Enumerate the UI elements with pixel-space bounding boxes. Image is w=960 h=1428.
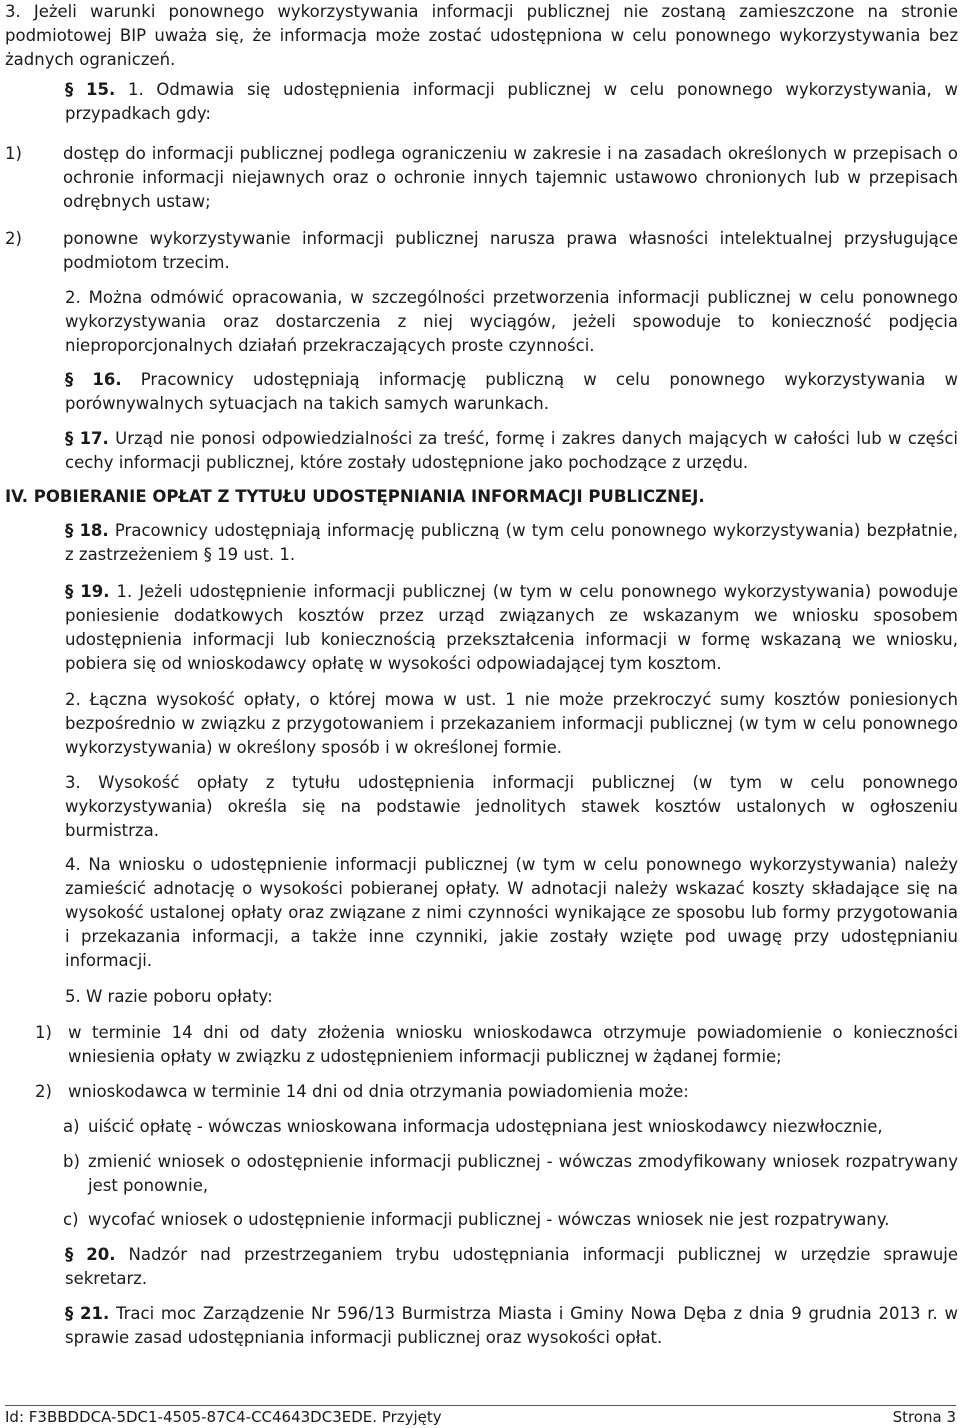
section-19-list-item-1 <box>35 1021 958 1069</box>
section-symbol: § <box>65 582 74 601</box>
section-15-paragraph-2: 2. Można odmówić opracowania, w szczególności przetworzenia informacji publicznej w celu ponownego wykorzystywania oraz dostarczenia z niej wyciągów, jeżeli spowoduje to konieczność podjęcia nieproporcjonalnych działań przekraczających proste czynności. <box>65 288 958 355</box>
section-19-paragraph-3: 3. Wysokość opłaty z tytułu udostępnienia informacji publicznej (w tym w celu ponownego wykorzystywania) określa się na podstawie jednolitych stawek kosztów ustalonych w ogłoszeniu burmistrza. <box>65 773 958 840</box>
section-symbol: § <box>65 521 74 540</box>
list-item <box>5 142 958 214</box>
section-text: 1. Jeżeli udostępnienie informacji publicznej (w tym w celu ponownego wykorzystywania) powoduje poniesienie dodatkowych kosztów przez urząd związanych ze wskazanym we wniosku sposobem udostępnienia informacji lub koniecznością przekształcenia informacji w formę wskazaną we wniosku, pobiera się od wnioskodawcy opłatę w wysokości odpowiadającej tym kosztom. <box>65 582 958 673</box>
section-number: 16. <box>92 370 122 389</box>
section-19 <box>5 580 958 676</box>
list-number: 2) <box>35 1082 52 1101</box>
section-number: 15. <box>85 80 116 99</box>
section-17 <box>5 427 958 475</box>
list-text: wycofać wniosek o udostępnienie informacji publicznej - wówczas wniosek nie jest rozpatrywany. <box>88 1210 890 1229</box>
sub-item-a <box>63 1115 958 1139</box>
section-symbol: § <box>65 80 74 99</box>
section-text: Nadzór nad przestrzeganiem trybu udostępniania informacji publicznej w urzędzie sprawuje sekretarz. <box>65 1245 959 1288</box>
section-19-paragraph-2: 2. Łączna wysokość opłaty, o której mowa w ust. 1 nie może przekroczyć sumy kosztów poniesionych bezpośrednio w związku z przygotowaniem i przekazaniem informacji publicznej (w tym w celu ponownego wykorzystywania) w określony sposób i w określonej formie. <box>65 690 958 757</box>
section-text: Traci moc Zarządzenie Nr 596/13 Burmistrza Miasta i Gminy Nowa Dęba z dnia 9 grudnia 2013 r. w sprawie zasad udostępniania informacji publicznej oraz wysokości opłat. <box>65 1304 958 1347</box>
section-19-list-item-2 <box>35 1080 958 1104</box>
section-16 <box>5 368 958 416</box>
section-15-list <box>5 142 958 214</box>
section-symbol: § <box>65 1245 74 1264</box>
list-item <box>35 1080 958 1104</box>
section-number: 18. <box>79 521 109 540</box>
section-text: Pracownicy udostępniają informację publiczną w celu ponownego wykorzystywania w porównywalnych sytuacjach na takich samych warunkach. <box>65 370 958 413</box>
section-19-paragraph-4: 4. Na wniosku o udostępnienie informacji publicznej (w tym w celu ponownego wykorzystywania) należy zamieścić adnotację o wysokości pobieranej opłaty. W adnotacji należy wskazać koszty składające się na wysokość ustalonej opłaty oraz związane z nimi czynności wynikające ze sposobu lub formy przygotowania i przekazania informacji, a także inne czynniki, jakie zostały wzięte pod uwagę przy udostępnianiu informacji. <box>65 855 958 970</box>
document-id: Id: F3BBDDCA-5DC1-4505-87C4-CC4643DC3EDE. Przyjęty <box>5 1408 442 1426</box>
section-text: 1. Odmawia się udostępnienia informacji publicznej w celu ponownego wykorzystywania, w przypadkach gdy: <box>65 80 958 123</box>
section-15-list-2 <box>5 227 958 275</box>
section-symbol: § <box>65 429 74 448</box>
section-number: 21. <box>79 1304 110 1323</box>
sub-item-c <box>63 1208 958 1232</box>
list-item <box>63 1208 958 1232</box>
list-item <box>63 1115 958 1139</box>
sub-item-b <box>63 1150 958 1198</box>
list-text: wnioskodawca w terminie 14 dni od dnia otrzymania powiadomienia może: <box>68 1082 689 1101</box>
section-20 <box>5 1243 958 1291</box>
paragraph-14-3: 3. Jeżeli warunki ponownego wykorzystywania informacji publicznej nie zostaną zamieszczone na stronie podmiotowej BIP uważa się, że informacja może zostać udostępniona w celu ponownego wykorzystywania bez żadnych ograniczeń. <box>5 2 958 69</box>
list-number: 1) <box>5 144 22 163</box>
list-item <box>5 227 958 275</box>
list-item <box>63 1150 958 1198</box>
page-number: Strona 3 <box>892 1408 956 1426</box>
section-symbol: § <box>65 370 74 389</box>
list-item <box>35 1021 958 1069</box>
list-letter: a) <box>63 1117 80 1136</box>
list-text: w terminie 14 dni od daty złożenia wniosku wnioskodawca otrzymuje powiadomienie o konieczności wniesienia opłaty w związku z udostępnieniem informacji publicznej w żądanej formie; <box>68 1023 958 1066</box>
section-15 <box>5 78 958 126</box>
section-symbol: § <box>65 1304 74 1323</box>
list-text: dostęp do informacji publicznej podlega ograniczeniu w zakresie i na zasadach określonych w przepisach o ochronie informacji niejawnych oraz o ochronie innych tajemnic ustawowo chronionych lub w przepisach odrębnych ustaw; <box>63 144 958 211</box>
section-18 <box>5 519 958 567</box>
list-text: uiścić opłatę - wówczas wnioskowana informacja udostępniana jest wnioskodawcy niezwłocznie, <box>88 1117 883 1136</box>
list-letter: c) <box>63 1210 79 1229</box>
list-letter: b) <box>63 1152 80 1171</box>
chapter-heading: IV. POBIERANIE OPŁAT Z TYTUŁU UDOSTĘPNIANIA INFORMACJI PUBLICZNEJ. <box>5 487 705 506</box>
section-19-paragraph-5: 5. W razie poboru opłaty: <box>65 987 273 1006</box>
section-number: 17. <box>79 429 109 448</box>
section-number: 19. <box>80 582 110 601</box>
list-text: ponowne wykorzystywanie informacji publicznej narusza prawa własności intelektualnej przysługujące podmiotom trzecim. <box>63 229 958 272</box>
list-text: zmienić wniosek o odostępnienie informacji publicznej - wówczas zmodyfikowany wniosek rozpatrywany jest ponownie, <box>88 1152 958 1195</box>
section-text: Pracownicy udostępniają informację publiczną (w tym celu ponownego wykorzystywania) bezpłatnie, z zastrzeżeniem § 19 ust. 1. <box>65 521 958 564</box>
page-footer <box>5 1405 956 1428</box>
section-text: Urząd nie ponosi odpowiedzialności za treść, formę i zakres danych mających w całości lub w części cechy informacji publicznej, które zostały udostępnione jako pochodzące z urzędu. <box>65 429 959 472</box>
list-number: 1) <box>35 1023 52 1042</box>
section-number: 20. <box>86 1245 116 1264</box>
list-number: 2) <box>5 229 22 248</box>
section-21 <box>5 1302 958 1350</box>
